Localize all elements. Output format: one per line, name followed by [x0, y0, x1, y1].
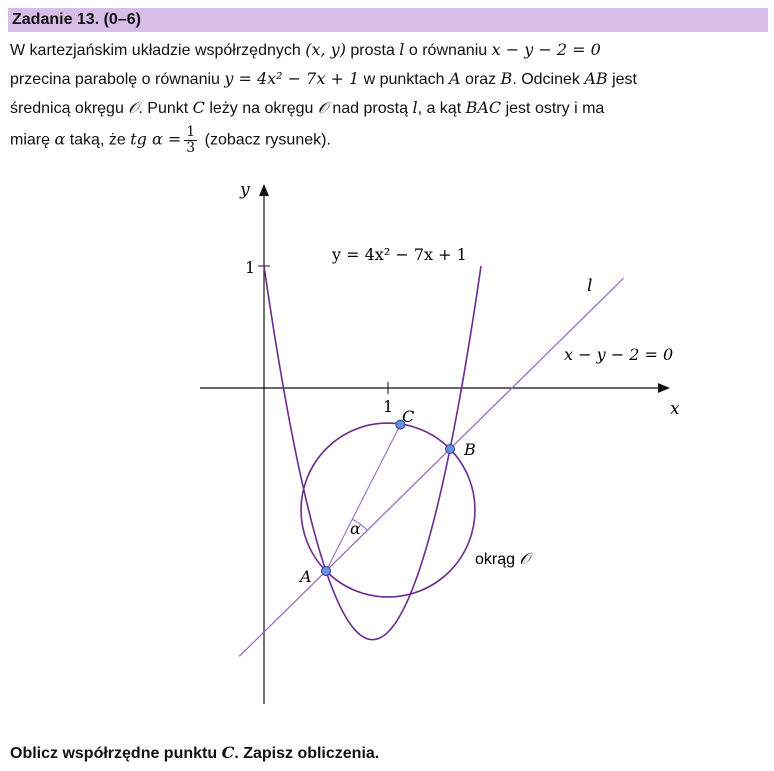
- math-fragment: l: [412, 98, 418, 117]
- math-fragment: 𝒪: [317, 98, 328, 117]
- text-fragment: w punktach: [359, 71, 449, 88]
- math-fragment: AB: [584, 69, 608, 88]
- text-fragment: średnicą okręgu: [10, 100, 129, 117]
- point-c-label: C: [402, 407, 415, 426]
- text-fragment: . Punkt: [138, 100, 193, 117]
- point-a: [322, 567, 331, 576]
- text-fragment: taką, że: [65, 131, 131, 149]
- text-fragment: miarę: [10, 131, 55, 149]
- point-a-label: A: [300, 567, 312, 586]
- line-equation-label: x − y − 2 = 0: [564, 345, 674, 364]
- text-fragment: prosta: [345, 42, 400, 59]
- problem-line-3: [10, 94, 766, 123]
- text-fragment: oraz: [460, 71, 501, 88]
- line-l: [239, 278, 623, 656]
- text-fragment: jest ostry i ma: [501, 100, 605, 117]
- instruction-text: Oblicz współrzędne punktu: [10, 745, 222, 762]
- x-tick-label: 1: [383, 397, 394, 416]
- instruction-text-end: . Zapisz obliczenia.: [234, 745, 380, 762]
- circle-label-symbol: 𝒪: [519, 549, 530, 568]
- task-header: [8, 8, 768, 32]
- math-fragment: l: [399, 40, 405, 59]
- x-axis-arrow: [658, 383, 670, 393]
- text-fragment: nad prostą: [327, 100, 413, 117]
- task-instruction: [10, 741, 379, 766]
- math-fragment: A: [448, 69, 461, 88]
- text-fragment: (zobacz rysunek).: [200, 131, 331, 149]
- point-b: [446, 445, 455, 454]
- coordinate-diagram: [0, 170, 774, 715]
- angle-alpha-label: α: [350, 519, 361, 538]
- circle-label: [475, 549, 533, 568]
- y-axis-arrow: [259, 184, 269, 196]
- math-fragment: y = 4x² − 7x + 1: [224, 69, 360, 88]
- math-fragment: (x, y): [305, 40, 346, 59]
- instruction-math: C: [221, 743, 235, 762]
- point-b-label: B: [464, 440, 476, 459]
- fraction-one-third: [184, 125, 197, 156]
- circle-label-text: okrąg: [475, 551, 520, 568]
- fraction-denominator: 3: [186, 140, 196, 156]
- text-fragment: , a kąt: [417, 100, 466, 117]
- segment-ac: [326, 425, 400, 571]
- figure: [0, 170, 774, 715]
- x-axis-label: x: [670, 399, 680, 419]
- text-fragment: o równaniu: [404, 42, 492, 59]
- text-fragment: przecina parabolę o równaniu: [10, 71, 225, 88]
- math-fragment: tg α =: [130, 129, 182, 149]
- math-fragment: C: [192, 98, 205, 117]
- math-fragment: x − y − 2 = 0: [491, 40, 601, 59]
- math-fragment: α: [54, 129, 66, 149]
- y-tick-label: 1: [245, 258, 256, 277]
- parabola-label: y = 4x² − 7x + 1: [332, 245, 467, 264]
- y-axis-label: y: [240, 180, 250, 200]
- text-fragment: W kartezjańskim układzie współrzędnych: [10, 42, 306, 59]
- text-fragment: . Odcinek: [512, 71, 585, 88]
- problem-line-4: [10, 125, 766, 156]
- problem-line-1: [10, 36, 766, 65]
- text-fragment: jest: [607, 71, 637, 88]
- fraction-numerator: 1: [186, 124, 196, 140]
- math-fragment: 𝒪: [128, 98, 139, 117]
- problem-line-2: [10, 65, 766, 94]
- text-fragment: leży na okręgu: [204, 100, 318, 117]
- task-title: Zadanie 13. (0–6): [12, 11, 141, 28]
- math-fragment: B: [500, 69, 513, 88]
- line-name-label: l: [587, 276, 593, 296]
- problem-statement: [10, 36, 766, 156]
- math-fragment: BAC: [465, 98, 502, 117]
